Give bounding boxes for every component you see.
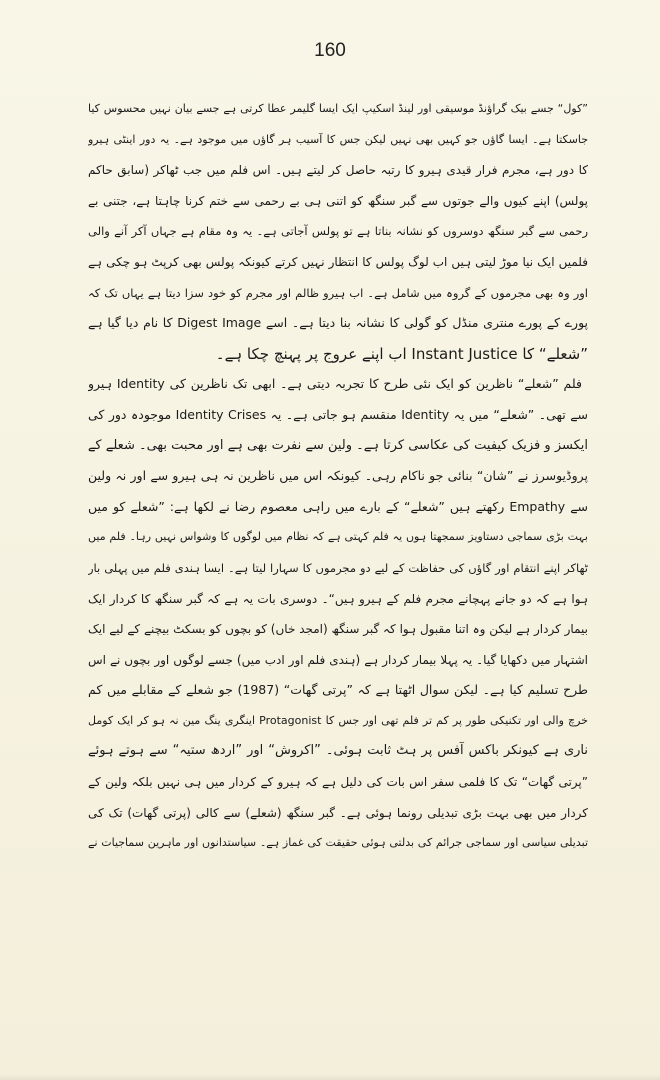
text-line: رحمی سے گبر سنگھ دوسروں کو نشانہ بناتا ہے تو پولس آجاتی ہے۔ یہ وہ مقام ہے جہاں آکر آنے والی (88, 224, 588, 239)
text-line: خرچ والی اور تکنیکی طور پر کم تر فلم تھی اور جس کا Protagonist اینگری ینگ مین نہ ہو کر ایک کومل (88, 713, 588, 727)
text-line: تبدیلی سیاسی اور سماجی جرائم کی بدلتی ہوئی حقیقت کی غماز ہے۔ سیاستدانوں اور ماہرین سماجیات نے (88, 836, 588, 850)
text-line: ”شعلے“ کا Instant Justice اب اپنے عروج پر پہنچ چکا ہے۔ (215, 344, 588, 363)
page-number: 160 (314, 40, 346, 61)
text-line: پورے کے پورے منتری منڈل کو گولی کا نشانہ بنا دیتا ہے۔ اسے Digest Image کا نام دیا گیا ہے (88, 315, 588, 331)
text-line: اشتہار میں دکھایا گیا۔ یہ پہلا بیمار کردار ہے (ہندی فلم اور ادب میں) جسے لوگوں اور بچوں نے اس (88, 652, 588, 667)
text-line: بہت بڑی سماجی دستاویز سمجھتا ہوں یہ فلم کہتی ہے کہ نظام میں لوگوں کا وشواس نہیں رہا۔ فلم میں (88, 530, 588, 544)
text-line: ”کول“ جسے بیک گراؤنڈ موسیقی اور لینڈ اسکیپ ایک ایسا گلیمر عطا کرتی ہے جسے بیان نہیں محسوس کیا (88, 102, 588, 115)
text-line: فلم ”شعلے“ ناظرین کو ایک نئی طرح کا تجربہ دیتی ہے۔ ابھی تک ناظرین کی Identity ہیرو (88, 376, 582, 392)
text-line: ہوا ہے کہ دو جانے پہچانے مجرم فلم کے ہیرو ہیں“۔ دوسری بات یہ ہے کہ گبر سنگھ کا کردار ایک (88, 591, 588, 606)
text-line: سے تھی۔ ”شعلے“ میں یہ Identity منقسم ہو جاتی ہے۔ یہ Identity Crises موجودہ دور کی (88, 406, 588, 422)
text-line: پولس) اپنے کیوں والے جوتوں سے گبر سنگھ کو اتنی ہی بے رحمی سے ختم کرنا چاہتا ہے، جتنی بے (88, 193, 588, 208)
text-line: ناری ہے کیونکر باکس آفس پر ہٹ ثابت ہوئی۔ ”اکروش“ اور ”اردھ ستیہ“ سے ہوتے ہوئے (88, 743, 588, 759)
text-line: طرح تسلیم کیا ہے۔ لیکن سوال اٹھتا ہے کہ ”پرتی گھات“ (1987) جو شعلے کے مقابلے میں کم (88, 682, 588, 698)
text-line: بیمار کردار ہے لیکن وہ اتنا مقبول ہوا کہ گبر سنگھ (امجد خاں) کو بچوں کو بسکٹ بیچنے کے لیے ایک (88, 622, 588, 637)
text-line: اور وہ بھی مجرموں کے گروہ میں شامل ہے۔ اب ہیرو ظالم اور مجرم کو خود سزا دیتا ہے یہاں تک کہ (88, 285, 588, 300)
text-line: سے Empathy رکھتے ہیں ”شعلے“ کے بارے میں راہی معصوم رضا نے لکھا ہے: ”شعلے کو میں (88, 498, 588, 514)
text-line: ”پرتی گھات“ تک کا فلمی سفر اس بات کی دلیل ہے کہ ہیرو کے کردار میں ہی نہیں بلکہ ولین کے (88, 775, 588, 790)
text-line: فلمیں ایک نیا موڑ لیتی ہیں اب لوگ پولس کا انتظار نہیں کرتے کیونکہ پولس بھی کرپٹ ہو چکی ہے (88, 254, 588, 269)
text-line: ٹھاکر اپنے انتقام اور گاؤں کی حفاظت کے لیے دو مجرموں کا سہارا لیتا ہے۔ ایسا ہندی فلم میں پہلی بار (88, 560, 588, 575)
text-line: کا دور ہے، مجرم فرار قیدی ہیرو کا رتبہ حاصل کر لیتے ہیں۔ اس فلم میں جب ٹھاکر (سابق حاکم (88, 163, 588, 178)
text-line: جاسکتا ہے۔ ایسا گاؤں جو کہیں بھی نہیں لیکن جس کا آسیب ہر گاؤں میں موجود ہے۔ یہ دور اینٹی ہیرو (88, 132, 588, 146)
body-text (88, 94, 588, 859)
text-line: پروڈیوسرز نے ”شان“ بنائی جو ناکام رہی۔ کیونکہ اس میں ناظرین نہ ہی ہیرو سے اور نہ ولین (88, 468, 588, 484)
text-line: کردار میں بھی بہت بڑی تبدیلی رونما ہوئی ہے۔ گبر سنگھ (شعلے) سے کالی (پرتی گھات) تک کی (88, 805, 588, 820)
page-edge-shadow (0, 1074, 660, 1080)
text-line: ایکسز و فزیک کیفیت کی عکاسی کرتا ہے۔ ولین سے نفرت بھی ہے اور محبت بھی۔ شعلے کے (88, 437, 588, 453)
